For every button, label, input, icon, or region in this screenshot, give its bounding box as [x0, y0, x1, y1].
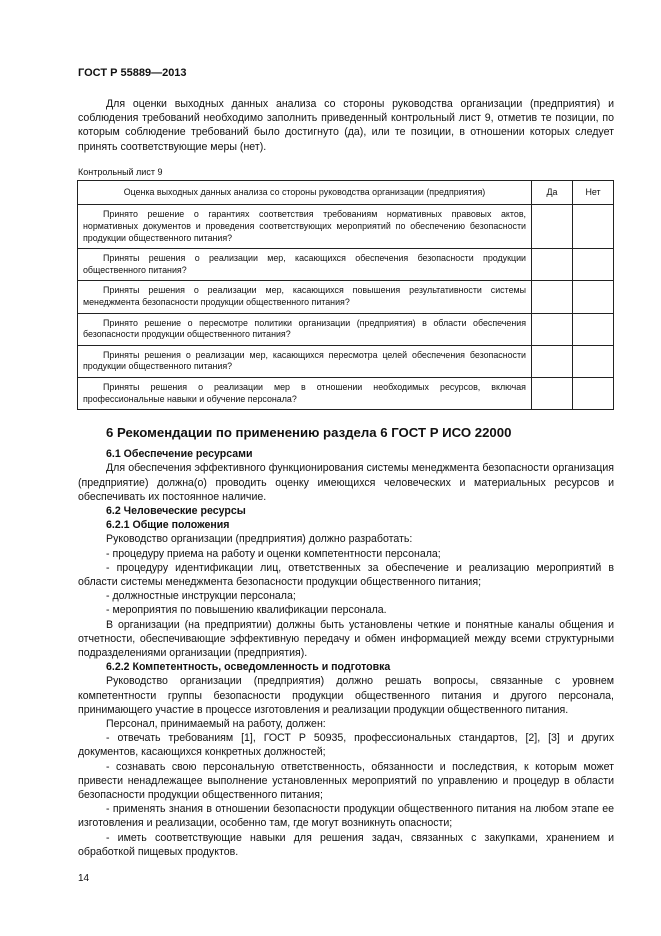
list-item: - сознавать свою персональную ответственность, обязанности и последствия, к которым может привести ненадлежащее выполнение установленных мероприятий по управлению и процедур в области безопасности продукции общественного питания;	[78, 760, 614, 801]
list-item: - мероприятия по повышению квалификации персонала.	[106, 604, 387, 617]
yes-cell[interactable]	[532, 249, 573, 281]
document-header: ГОСТ Р 55889—2013	[78, 67, 187, 79]
document-page	[78, 0, 614, 905]
no-cell[interactable]	[573, 281, 614, 313]
yes-cell[interactable]	[532, 205, 573, 249]
no-cell[interactable]	[573, 249, 614, 281]
yes-cell[interactable]	[532, 281, 573, 313]
no-cell[interactable]	[573, 345, 614, 377]
section-6-body	[78, 447, 614, 859]
table-caption: Контрольный лист 9	[78, 166, 163, 177]
section-6-2-2-heading: 6.2.2 Компетентность, осведомленность и подготовка	[106, 661, 391, 674]
section-6-1-heading: 6.1 Обеспечение ресурсами	[106, 448, 253, 461]
paragraph: Руководство организации (предприятия) должно решать вопросы, связанные с уровнем компетентности группы безопасности продукции общественного питания и другого персонала, принимающего участие в процессе изготовления и реализации продукции общественного питания.	[78, 675, 614, 716]
header-assessment: Оценка выходных данных анализа со стороны руководства организации (предприятия)	[78, 180, 532, 205]
table-row	[78, 249, 614, 281]
question-cell: Приняты решения о реализации мер, касающихся пересмотра целей обеспечения безопасности продукции общественного питания?	[78, 345, 532, 377]
table-row	[78, 377, 614, 409]
table-row	[78, 345, 614, 377]
paragraph: Персонал, принимаемый на работу, должен:	[106, 717, 326, 730]
yes-cell[interactable]	[532, 345, 573, 377]
table-row	[78, 205, 614, 249]
list-item: - процедуру приема на работу и оценки компетентности персонала;	[106, 547, 441, 560]
table-header-row	[78, 180, 614, 205]
question-cell: Приняты решения о реализации мер, касающихся обеспечения безопасности продукции общественного питания?	[78, 249, 532, 281]
header-yes: Да	[532, 180, 573, 205]
paragraph: Для обеспечения эффективного функционирования системы менеджмента безопасности организация (предприятие) должна(о) проводить оценку имеющихся человеческих и материальных ресурсов и обеспечивать их постоянное наличие.	[78, 462, 614, 503]
list-item: - применять знания в отношении безопасности продукции общественного питания на любом этапе ее изготовления и реализации, особенно там, где могут возникнуть опасности;	[78, 803, 614, 830]
list-item: - процедуру идентификации лиц, ответственных за обеспечение и реализацию мероприятий в области системы менеджмента безопасности продукции общественного питания;	[78, 561, 614, 588]
section-6-heading: 6 Рекомендации по применению раздела 6 ГОСТ Р ИСО 22000	[106, 425, 512, 441]
list-item: - должностные инструкции персонала;	[106, 590, 296, 603]
question-cell: Принято решение о гарантиях соответствия требованиям нормативных правовых актов, нормативных документов и проведения соответствующих мероприятий по обеспечению безопасности продукции общественного питания?	[78, 205, 532, 249]
no-cell[interactable]	[573, 377, 614, 409]
question-cell: Приняты решения о реализации мер, касающихся повышения результативности системы менеджмента безопасности продукции общественного питания?	[78, 281, 532, 313]
section-6-2-heading: 6.2 Человеческие ресурсы	[106, 504, 246, 517]
list-item: - иметь соответствующие навыки для решения задач, связанных с закупками, хранением и обработкой пищевых продуктов.	[78, 831, 614, 858]
question-cell: Принято решение о пересмотре политики организации (предприятия) в области обеспечения безопасности продукции общественного питания?	[78, 313, 532, 345]
list-item: - отвечать требованиям [1], ГОСТ Р 50935, профессиональных стандартов, [2], [3] и других документов, касающихся конкретных должностей;	[78, 732, 614, 759]
section-6-2-1-heading: 6.2.1 Общие положения	[106, 519, 230, 532]
question-cell: Приняты решения о реализации мер в отношении необходимых ресурсов, включая профессиональные навыки и обучение персонала?	[78, 377, 532, 409]
header-no: Нет	[573, 180, 614, 205]
no-cell[interactable]	[573, 205, 614, 249]
page-number: 14	[78, 873, 90, 885]
paragraph: В организации (на предприятии) должны быть установлены четкие и понятные каналы общения и отчетности, обеспечивающие эффективную передачу и обмен информацией между всеми структурными подразделениями организации (предприятия).	[78, 618, 614, 659]
yes-cell[interactable]	[532, 377, 573, 409]
no-cell[interactable]	[573, 313, 614, 345]
checklist-table	[77, 180, 614, 410]
table-row	[78, 281, 614, 313]
yes-cell[interactable]	[532, 313, 573, 345]
intro-paragraph: Для оценки выходных данных анализа со стороны руководства организации (предприятия) и соблюдения требований необходимо заполнить приведенный контрольный лист 9, отметив те позиции, по которым соблюдение требований было достигнуто (да), или те позиции, в отношении которых следует принять соответствующие меры (нет).	[78, 98, 614, 153]
table-row	[78, 313, 614, 345]
paragraph: Руководство организации (предприятия) должно разработать:	[106, 533, 413, 546]
